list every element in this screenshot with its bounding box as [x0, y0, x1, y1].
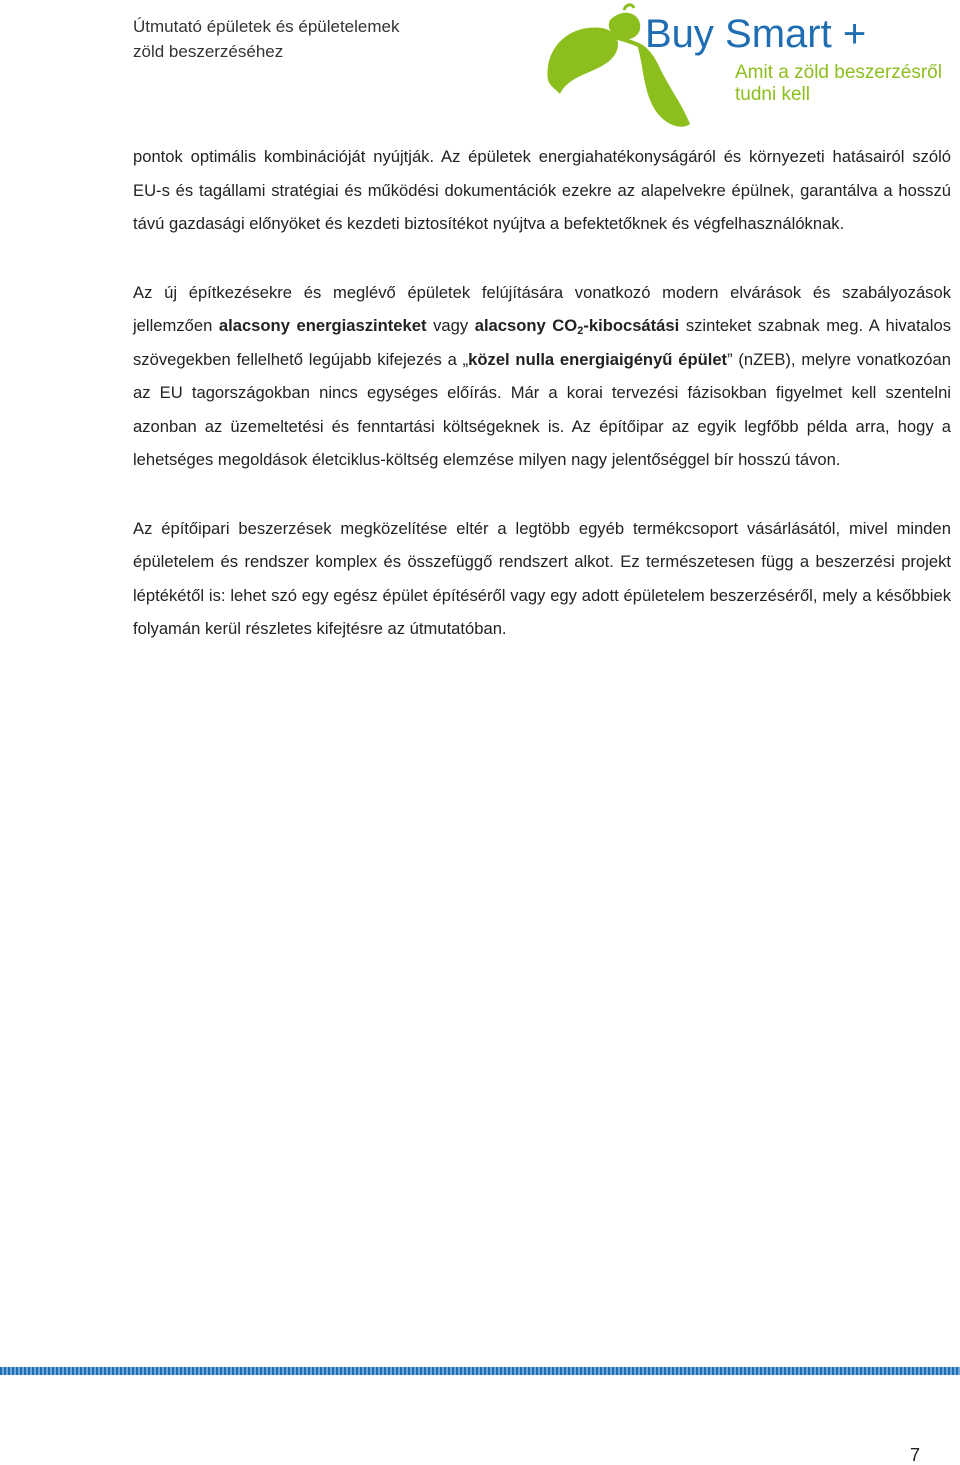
p2-co2-subscript: 2 [577, 325, 584, 337]
p2-text-1: Az új építkezésekre és meglévő épületek felújítására vonatkozó modern elvárások és szabályozások jellemzően [133, 282, 951, 335]
document-header-title [133, 14, 400, 64]
p2-bold-low-co2 [475, 316, 680, 335]
page-number: 7 [909, 1445, 920, 1465]
tagline-line2: tudni kell [735, 84, 810, 105]
paragraph-1: pontok optimális kombinációját nyújtják. Az épületek energiahatékonyságáról és környezeti hatásairól szóló EU-s és tagállami stratégiai és működési dokumentációk ezekre az alapelvekre épülnek, garantálva a hosszú távú gazdasági előnyöket és kezdeti biztosítékot nyújtva a befektetőknek és végfelhasználóknak. [133, 147, 951, 233]
brand-name: Buy Smart + [645, 12, 867, 56]
p2-bold-nzeb: közel nulla energiaigényű épület [468, 349, 728, 369]
footer-divider-bar [0, 1367, 960, 1375]
brand-tagline [735, 62, 942, 106]
tagline-line1: Amit a zöld beszerzésről [735, 62, 942, 83]
buy-smart-logo [540, 2, 960, 137]
p2-bold-co2-suffix: -kibocsátási [583, 316, 680, 335]
paragraph-3: Az építőipari beszerzések megközelítése eltér a legtöbb egyéb termékcsoport vásárlásától, mivel minden épületelem és rendszer komplex és összefüggő rendszert alkot. Ez természetesen függ a beszerzési projekt léptékétől is: lehet szó egy egész épület építéséről vagy egy adott épületelem beszerzéséről, mely a későbbiek folyamán kerül részletes kifejtésre az útmutatóban. [133, 518, 951, 638]
p2-text-4: ” (nZEB), melyre vonatkozóan az EU tagországokban nincs egységes előírás. Már a korai tervezési fázisokban figyelmet kell szentelni azonban az üzemeltetési és fenntartási költségeknek is. Az építőipar az egyik legfőbb példa arra, hogy a lehetséges megoldások életciklus-költség elemzése milyen nagy jelentőséggel bír hosszú távon. [133, 349, 951, 469]
header-title-line1: Útmutató épületek és épületelemek [133, 17, 400, 36]
p2-text-3: szinteket szabnak meg. A hivatalos szövegekben fellelhető legújabb kifejezés a „ [133, 316, 951, 369]
p2-bold-co2-prefix: alacsony CO [474, 316, 578, 335]
main-content [133, 140, 951, 681]
p2-text-2: vagy [426, 316, 475, 335]
p2-bold-low-energy: alacsony energiaszinteket [218, 316, 427, 335]
header-title-line2: zöld beszerzéséhez [133, 42, 284, 61]
paragraph-2 [133, 276, 951, 477]
